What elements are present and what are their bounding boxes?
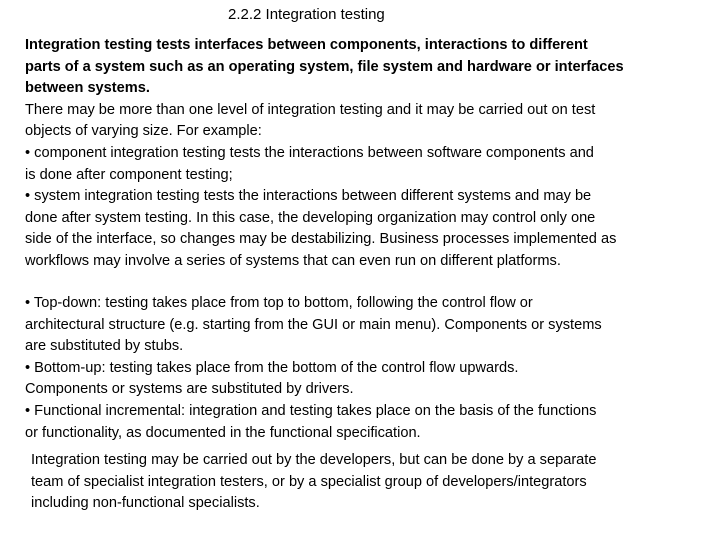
intro-line: There may be more than one level of integration testing and it may be carried out on test bbox=[25, 101, 596, 118]
intro-line: done after system testing. In this case, the developing organization may control only one bbox=[25, 209, 596, 226]
approaches-list bbox=[25, 293, 693, 444]
approach-line: or functionality, as documented in the functional specification. bbox=[25, 424, 421, 441]
approach-line: • Bottom-up: testing takes place from the bottom of the control flow upwards. bbox=[25, 359, 519, 376]
closing-line: Integration testing may be carried out by the developers, but can be done by a separate bbox=[31, 452, 597, 468]
section-heading: 2.2.2 Integration testing bbox=[228, 6, 385, 23]
closing-line: team of specialist integration testers, or by a specialist group of developers/integrators bbox=[31, 473, 587, 490]
intro-bold-line: parts of a system such as an operating system, file system and hardware or interfaces bbox=[25, 58, 624, 75]
approach-line: architectural structure (e.g. starting from the GUI or main menu). Components or systems bbox=[25, 316, 602, 333]
intro-line: side of the interface, so changes may be destabilizing. Business processes implemented as bbox=[25, 231, 617, 248]
closing-line: including non-functional specialists. bbox=[31, 495, 260, 512]
intro-line: workflows may involve a series of systems that can even run on different platforms. bbox=[25, 252, 561, 269]
intro-line: objects of varying size. For example: bbox=[25, 123, 262, 140]
approach-line: Components or systems are substituted by drivers. bbox=[25, 381, 354, 398]
intro-line: • system integration testing tests the interactions between different systems and may be bbox=[25, 188, 592, 205]
intro-bold-line: Integration testing tests interfaces between components, interactions to different bbox=[25, 37, 588, 53]
closing-paragraph bbox=[31, 450, 699, 515]
intro-line: is done after component testing; bbox=[25, 166, 233, 183]
approach-line: are substituted by stubs. bbox=[25, 338, 184, 355]
intro-paragraph bbox=[25, 35, 693, 273]
approach-line: • Top-down: testing takes place from top to bottom, following the control flow or bbox=[25, 295, 533, 311]
intro-bold-line: between systems. bbox=[25, 80, 150, 97]
approach-line: • Functional incremental: integration and testing takes place on the basis of the functions bbox=[25, 402, 597, 419]
intro-line: • component integration testing tests the interactions between software components and bbox=[25, 144, 594, 161]
